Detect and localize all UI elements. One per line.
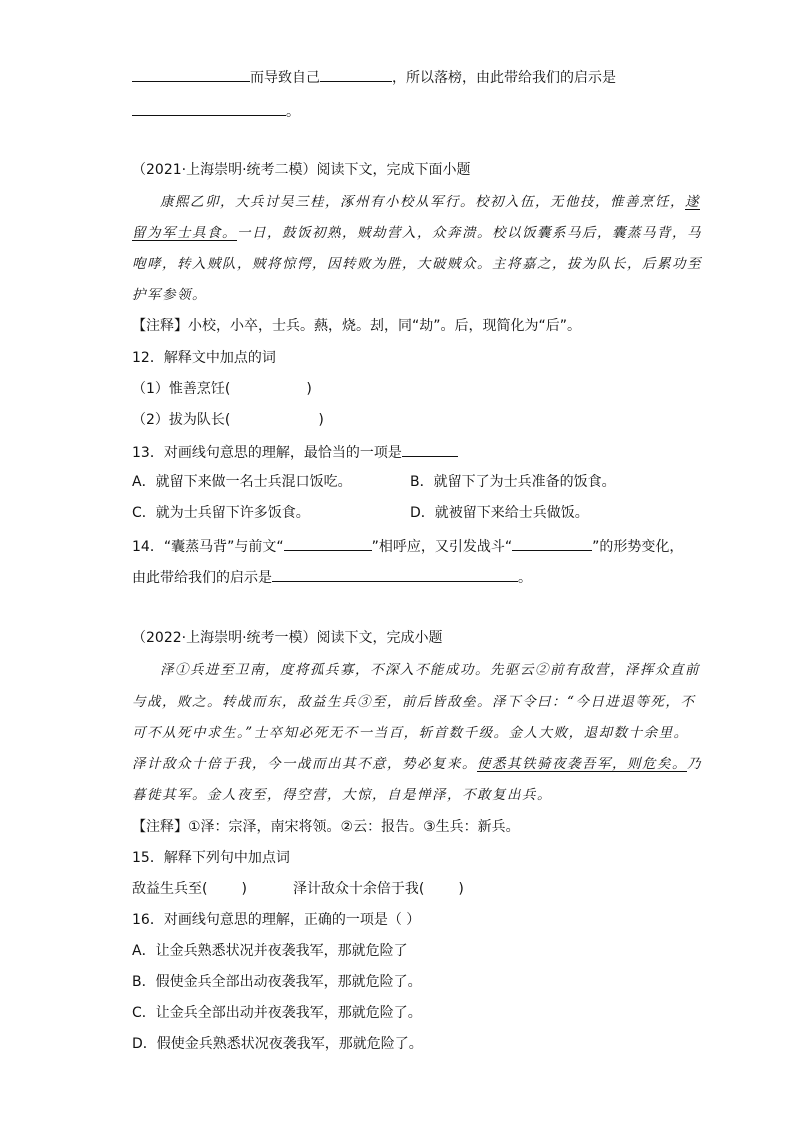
passage-line: 泽①兵进至卫南，度将孤兵寡，不深入不能成功。先驱云②前有敌营，泽挥众直前 (160, 662, 700, 678)
option-b[interactable]: B．假使金兵全部出动夜袭我军，那就危险了。 (132, 974, 422, 990)
question-text: ，所以落榜，由此带给我们的启示是 (392, 70, 616, 86)
passage-line (132, 223, 702, 243)
question-12: 12．解释文中加点的词 (132, 350, 276, 366)
passage-line: 暮徙其军。金人夜至，得空营，大惊，自是惮泽，不敢复出兵。 (132, 787, 552, 803)
question-text: ”的形势变化， (592, 539, 684, 555)
answer-blank[interactable] (320, 66, 392, 82)
option-d[interactable]: D．就被留下来给士兵做饭。 (410, 505, 589, 521)
answer-blank[interactable] (132, 100, 286, 116)
underlined-sentence: 遂 (685, 194, 700, 210)
passage-text: 康熙乙卯，大兵讨吴三桂，涿州有小校从军行。校初入伍，无他技，惟善烹饪， (160, 194, 685, 210)
question-text: （2）拔为队长( (132, 412, 231, 428)
option-a[interactable]: A．让金兵熟悉状况并夜袭我军，那就危险了 (132, 943, 408, 959)
question-13 (132, 441, 458, 463)
question-text: ) (306, 381, 312, 397)
passage-text: 泽计敌众十倍于我，今一战而出其不意，势必复来。 (132, 756, 477, 772)
question-text: 。 (286, 104, 300, 120)
question-15-items (132, 879, 464, 899)
question-text: （1）惟善烹饪( (132, 381, 231, 397)
passage-line: 与战，败之。转战而东，敌益生兵③至，前后皆敌垒。泽下令曰：“今日进退等死，不 (132, 694, 696, 710)
question-12-1 (132, 379, 312, 399)
question-text: 14．“囊蒸马背”与前文“ (132, 539, 284, 555)
question-text: 泽计敌众十余倍于我( (292, 881, 425, 897)
question-text: 13．对画线句意思的理解，最恰当的一项是 (132, 445, 402, 461)
annotation-note: 【注释】小校，小卒，士兵。爇，烧。刦，同“劫”。后，现简化为“后”。 (132, 318, 582, 334)
answer-blank[interactable] (402, 441, 458, 457)
option-d[interactable]: D．假使金兵熟悉状况夜袭我军，那就危险了。 (132, 1036, 423, 1052)
answer-blank[interactable] (512, 535, 592, 551)
question-text: 而导致自己 (250, 70, 320, 86)
question-14 (132, 535, 683, 557)
top-question-line (132, 66, 616, 88)
passage-text: 一日，鼓饭初熟，贼劫营入，众奔溃。校以饭囊系马后，囊蒸马背，马 (237, 225, 702, 241)
option-b[interactable]: B．就留下了为士兵准备的饭食。 (410, 474, 616, 490)
question-15: 15．解释下列句中加点词 (132, 850, 290, 866)
question-text: 敌益生兵至( (132, 881, 208, 897)
section-source: （2022·上海崇明·统考一模）阅读下文，完成小题 (132, 630, 443, 646)
question-text: ) (241, 881, 247, 897)
passage-line: 护军参领。 (132, 287, 207, 303)
question-text: ”相呼应，又引发战斗“ (371, 539, 513, 555)
passage-text: 乃 (687, 756, 702, 772)
option-c[interactable]: C．就为士兵留下许多饭食。 (132, 505, 310, 521)
option-c[interactable]: C．让金兵全部出动并夜袭我军，那就危险了。 (132, 1005, 422, 1021)
section-source: （2021·上海崇明·统考二模）阅读下文，完成下面小题 (132, 162, 471, 178)
passage-line: 咆哮，转入贼队，贼将惊愕，因转败为胜，大破贼众。主将嘉之，拔为队长，后累功至 (132, 256, 702, 272)
answer-blank[interactable] (132, 66, 250, 82)
answer-blank[interactable] (272, 566, 518, 582)
question-text: 。 (518, 570, 532, 586)
passage-line: 可不从死中求生。”士卒知必死无不一当百，斩首数千级。金人大败，退却数十余里。 (132, 725, 689, 741)
top-question-line-2 (132, 100, 300, 122)
question-text: ) (458, 881, 464, 897)
question-16: 16．对画线句意思的理解，正确的一项是（ ） (132, 912, 421, 928)
passage-line (160, 192, 700, 212)
question-text: 由此带给我们的启示是 (132, 570, 272, 586)
answer-blank[interactable] (284, 535, 372, 551)
option-a[interactable]: A．就留下来做一名士兵混口饭吃。 (132, 474, 352, 490)
annotation-note: 【注释】①泽：宗泽，南宋将领。②云：报告。③生兵：新兵。 (132, 819, 520, 835)
underlined-sentence: 留为军士具食。 (132, 225, 237, 241)
underlined-sentence: 使悉其铁骑夜袭吾军，则危矣。 (477, 756, 687, 772)
question-text: ) (318, 412, 324, 428)
passage-line (132, 754, 702, 774)
question-14-line-2 (132, 566, 532, 588)
question-12-2 (132, 410, 324, 430)
